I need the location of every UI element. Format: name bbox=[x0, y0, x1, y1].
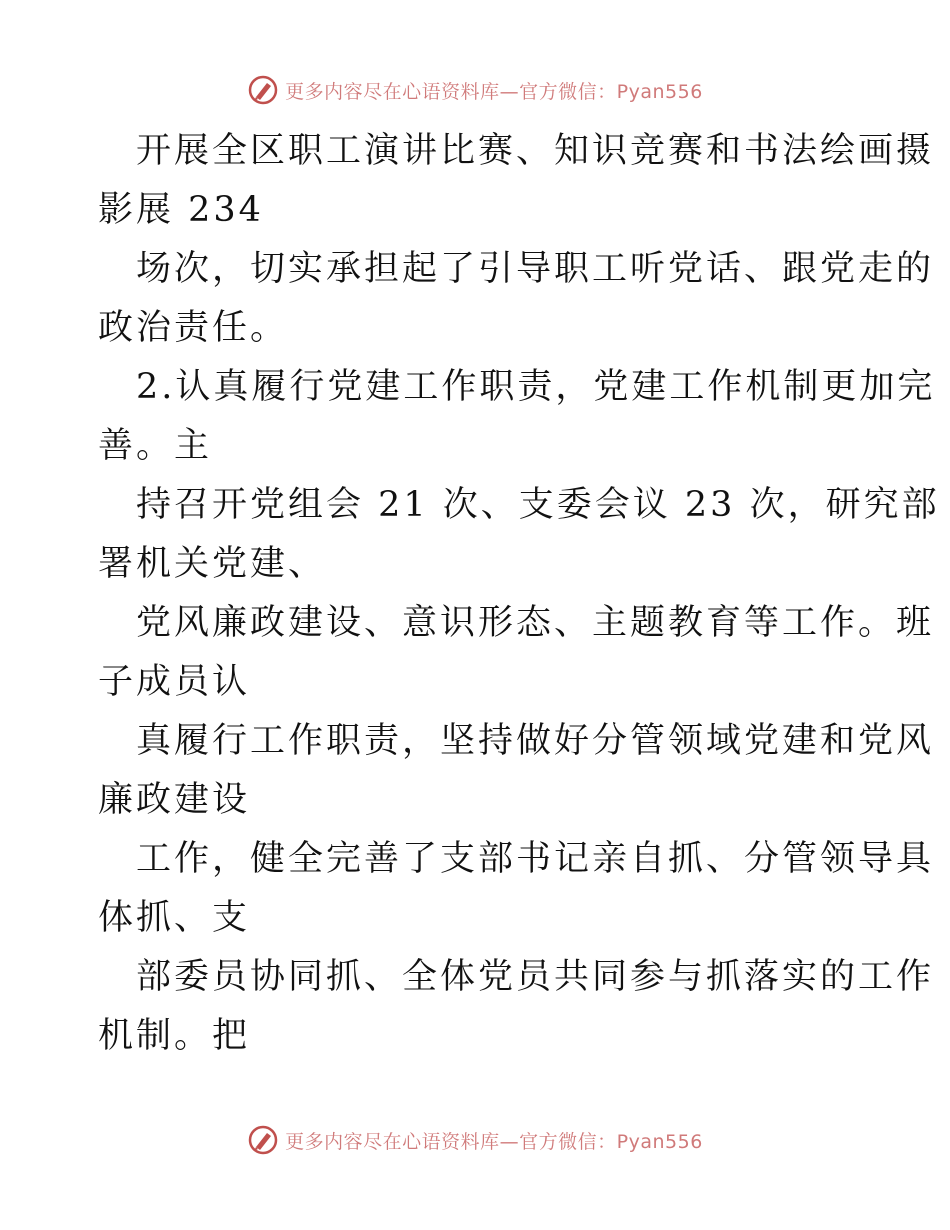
body-line: 机制。把 bbox=[98, 1016, 251, 1056]
body-line: 党风廉政建设、意识形态、主题教育等工作。班 bbox=[136, 603, 935, 643]
header-banner bbox=[0, 70, 950, 110]
footer-banner-text: 更多内容尽在心语资料库—官方微信：Pyan556 bbox=[285, 1130, 703, 1153]
footer-banner-inner bbox=[247, 1124, 703, 1156]
body-line: 政治责任。 bbox=[98, 308, 289, 348]
pen-nib-logo-icon bbox=[247, 74, 279, 106]
body-line: 廉政建设 bbox=[98, 780, 251, 820]
body-line: 善。主 bbox=[98, 426, 213, 466]
body-line: 子成员认 bbox=[98, 662, 251, 702]
body-line: 工作，健全完善了支部书记亲自抓、分管领导具 bbox=[136, 839, 935, 879]
header-banner-text: 更多内容尽在心语资料库—官方微信：Pyan556 bbox=[285, 80, 703, 103]
body-line: 开展全区职工演讲比赛、知识竞赛和书法绘画摄 bbox=[136, 131, 935, 171]
body-line: 影展 234 bbox=[98, 190, 264, 230]
body-line: 部委员协同抓、全体党员共同参与抓落实的工作 bbox=[136, 957, 935, 997]
body-line: 真履行工作职责，坚持做好分管领域党建和党风 bbox=[136, 721, 935, 761]
body-line: 署机关党建、 bbox=[98, 544, 327, 584]
document-body bbox=[98, 122, 940, 1066]
body-line: 体抓、支 bbox=[98, 898, 251, 938]
footer-banner bbox=[0, 1120, 950, 1160]
pen-nib-logo-icon bbox=[247, 1124, 279, 1156]
body-line: 场次，切实承担起了引导职工听党话、跟党走的 bbox=[136, 249, 935, 289]
body-line: 持召开党组会 21 次、支委会议 23 次，研究部 bbox=[136, 485, 940, 525]
body-line: 2.认真履行党建工作职责，党建工作机制更加完 bbox=[136, 367, 936, 407]
header-banner-inner bbox=[247, 74, 703, 106]
